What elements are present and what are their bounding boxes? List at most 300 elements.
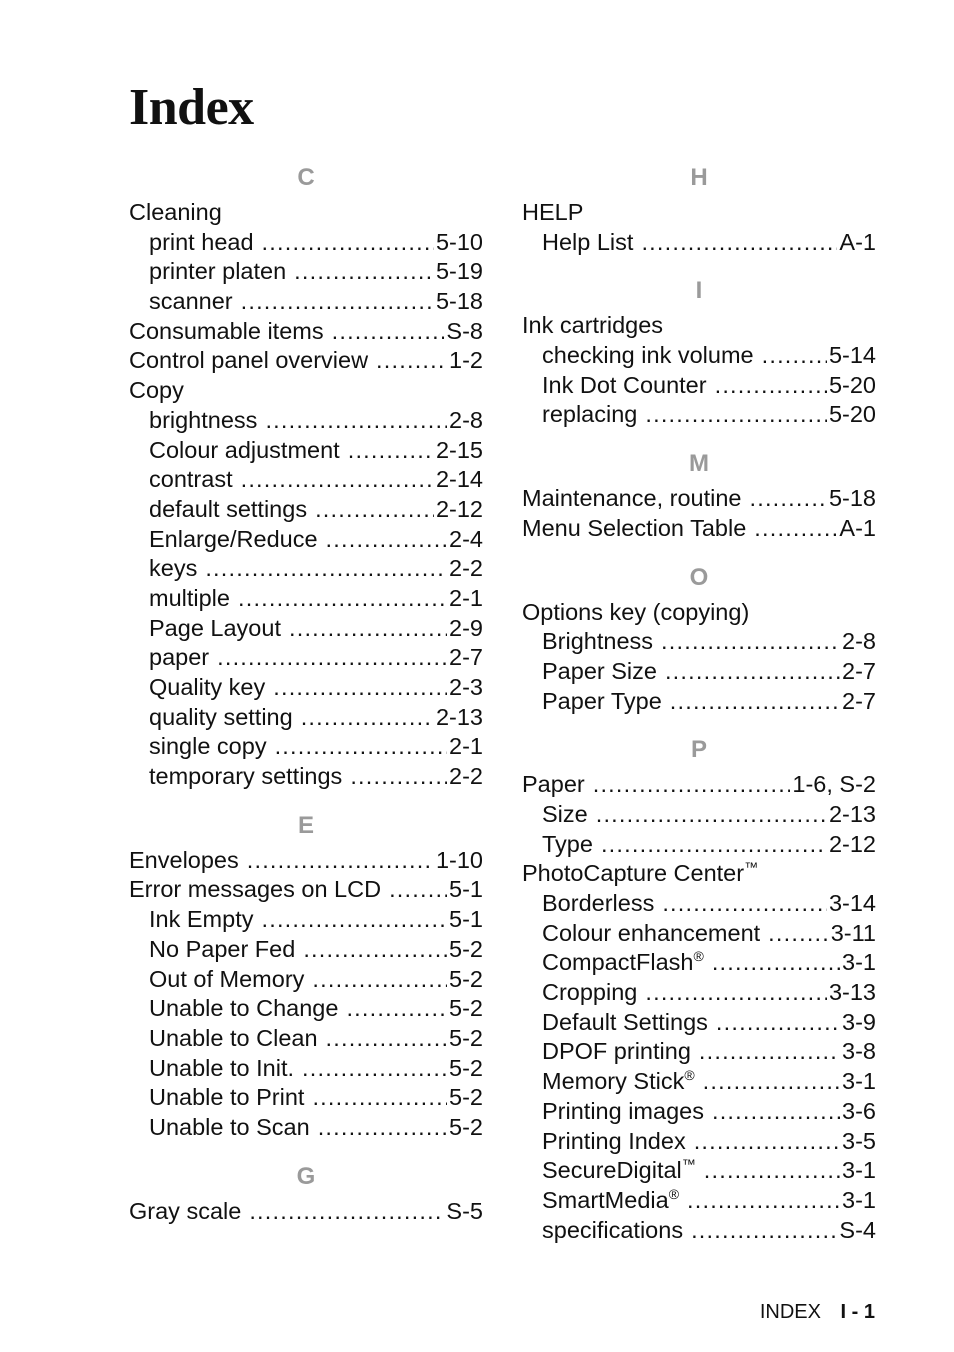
index-subentry — [129, 762, 483, 792]
entry-term — [542, 1037, 691, 1067]
entry-term — [542, 1216, 683, 1246]
index-entry — [522, 484, 876, 514]
index-entry — [522, 859, 876, 889]
entry-term-text: PhotoCapture Center — [522, 860, 745, 887]
entry-term-text: Default Settings — [542, 1008, 708, 1035]
dot-leader — [289, 614, 447, 644]
entry-page-ref: 3-8 — [842, 1038, 876, 1065]
dot-leader — [301, 703, 434, 733]
entry-page-ref: 3-5 — [842, 1127, 876, 1154]
entry-term-text: Maintenance, routine — [522, 485, 742, 512]
index-entry — [129, 875, 483, 905]
entry-term-text: printer platen — [149, 258, 287, 285]
dot-leader — [346, 994, 447, 1024]
entry-page-ref: 1-2 — [449, 347, 483, 374]
entry-page-ref: 2-7 — [449, 644, 483, 671]
dot-leader — [389, 875, 447, 905]
index-entry — [129, 198, 483, 228]
entry-term-text: Menu Selection Table — [522, 514, 747, 541]
entry-page-ref: 2-1 — [449, 584, 483, 611]
index-column-left — [129, 158, 483, 1226]
entry-page-ref: 5-10 — [435, 228, 483, 255]
index-entry — [129, 317, 483, 347]
entry-list — [129, 1197, 483, 1227]
dot-leader — [661, 627, 840, 657]
section-spacer — [522, 716, 876, 730]
entry-term-text: Copy — [129, 377, 184, 404]
entry-page-ref: 5-2 — [449, 1084, 483, 1111]
entry-term — [542, 1127, 686, 1157]
entry-term-text: Page Layout — [149, 614, 281, 641]
entry-page-ref: 2-15 — [435, 436, 483, 463]
entry-term-text: specifications — [542, 1216, 684, 1243]
section-spacer — [129, 792, 483, 806]
entry-term-text: quality setting — [149, 703, 293, 730]
entry-term — [129, 846, 239, 876]
entry-term-text: HELP — [522, 199, 584, 225]
entry-term — [522, 598, 749, 628]
dot-leader — [318, 1113, 447, 1143]
dot-leader — [670, 687, 840, 717]
entry-term-text: Printing images — [542, 1097, 704, 1124]
entry-term — [149, 287, 233, 317]
entry-term-text: Quality key — [149, 674, 266, 700]
entry-term — [522, 859, 758, 889]
entry-page-ref: 5-18 — [828, 485, 876, 512]
index-subentry — [129, 965, 483, 995]
entry-term-text: keys — [149, 555, 198, 582]
index-section-h — [522, 158, 876, 271]
trademark-mark: ® — [684, 1067, 695, 1084]
entry-page-ref: 5-19 — [435, 258, 483, 285]
index-subentry — [129, 1054, 483, 1084]
entry-term-text: single copy — [149, 733, 267, 760]
entry-term — [149, 436, 340, 466]
entry-term-text: DPOF printing — [542, 1038, 691, 1065]
entry-term — [129, 317, 324, 347]
entry-term — [542, 1097, 704, 1127]
entry-page-ref: 5-20 — [828, 401, 876, 428]
entry-term — [149, 673, 265, 703]
dot-leader — [326, 1024, 448, 1054]
entry-term-text: Colour adjustment — [149, 436, 340, 463]
index-subentry — [129, 994, 483, 1024]
index-section-i — [522, 271, 876, 444]
index-section-m — [522, 444, 876, 557]
entry-term — [149, 495, 307, 525]
dot-leader — [332, 317, 445, 347]
entry-term — [149, 1024, 318, 1054]
dot-leader — [601, 830, 827, 860]
section-spacer — [522, 544, 876, 558]
entry-term — [522, 514, 746, 544]
entry-term-text: SecureDigital — [542, 1157, 682, 1184]
entry-page-ref: 2-7 — [842, 657, 876, 684]
index-entry — [522, 770, 876, 800]
index-subentry — [129, 287, 483, 317]
entry-term — [149, 257, 286, 287]
index-subentry — [129, 1024, 483, 1054]
dot-leader — [704, 1156, 840, 1186]
entry-page-ref: 5-2 — [449, 995, 483, 1022]
entry-page-ref: 3-14 — [828, 890, 876, 916]
entry-page-ref: 5-14 — [828, 342, 876, 369]
dot-leader — [249, 1197, 444, 1227]
trademark-mark: ™ — [744, 859, 759, 876]
index-subentry — [129, 673, 483, 703]
dot-leader — [262, 228, 434, 258]
entry-term-text: Envelopes — [129, 846, 239, 873]
entry-page-ref: 2-2 — [449, 763, 483, 790]
entry-term — [149, 703, 293, 733]
entry-list — [129, 846, 483, 1143]
dot-leader — [273, 673, 447, 703]
index-entry — [522, 198, 876, 228]
entry-term — [522, 311, 663, 341]
dot-leader — [261, 905, 447, 935]
section-letter: C — [297, 164, 315, 191]
entry-term — [542, 1156, 696, 1186]
entry-term — [542, 1067, 695, 1097]
index-subentry — [522, 889, 876, 919]
dot-leader — [712, 948, 840, 978]
entry-page-ref: 2-12 — [828, 830, 876, 857]
dot-leader — [376, 346, 447, 376]
index-section-p — [522, 730, 876, 1245]
index-subentry — [522, 948, 876, 978]
entry-term — [542, 400, 637, 430]
entry-term-text: Paper — [522, 771, 585, 798]
entry-term-text: Type — [542, 830, 593, 857]
index-subentry — [129, 935, 483, 965]
entry-page-ref: 2-9 — [449, 614, 483, 641]
entry-term-text: Options key (copying) — [522, 598, 750, 625]
index-subentry — [129, 643, 483, 673]
index-subentry — [522, 371, 876, 401]
index-subentry — [522, 657, 876, 687]
entry-page-ref: S-4 — [839, 1216, 876, 1243]
entry-term-text: Cropping — [542, 979, 638, 1006]
entry-page-ref: S-5 — [446, 1197, 483, 1224]
entry-term-text: Ink Dot Counter — [542, 371, 707, 398]
entry-term-text: Consumable items — [129, 317, 324, 344]
index-entry — [129, 1197, 483, 1227]
entry-term-text: Ink cartridges — [522, 312, 664, 339]
index-subentry — [129, 257, 483, 287]
entry-page-ref: 5-18 — [435, 288, 483, 315]
entry-term — [542, 978, 637, 1008]
entry-term-text: Size — [542, 800, 588, 827]
dot-leader — [205, 554, 447, 584]
index-subentry — [522, 687, 876, 717]
entry-term — [522, 198, 583, 228]
entry-term-text: Error messages on LCD — [129, 876, 382, 903]
trademark-mark: ® — [668, 1185, 680, 1202]
section-letter: M — [689, 450, 709, 478]
entry-list — [522, 198, 876, 257]
entry-page-ref: 2-3 — [449, 674, 483, 700]
dot-leader — [302, 1054, 447, 1084]
entry-page-ref: 5-1 — [449, 876, 483, 903]
entry-term-text: SmartMedia — [542, 1186, 669, 1213]
dot-leader — [694, 1127, 840, 1157]
entry-term — [129, 1197, 241, 1227]
index-entry — [522, 311, 876, 341]
entry-term-text: multiple — [149, 584, 230, 611]
index-entry — [129, 846, 483, 876]
dot-leader — [645, 978, 827, 1008]
index-section-c — [129, 158, 483, 806]
dot-leader — [247, 846, 434, 876]
entry-term — [542, 341, 754, 371]
entry-term — [149, 1083, 304, 1113]
index-entry — [522, 598, 876, 628]
index-subentry — [129, 554, 483, 584]
entry-term-text: Brightness — [542, 628, 654, 655]
entry-list — [129, 198, 483, 792]
dot-leader — [315, 495, 434, 525]
entry-term — [542, 1008, 708, 1038]
dot-leader — [703, 1067, 840, 1097]
entry-page-ref: A-1 — [839, 514, 876, 541]
index-subentry — [522, 1127, 876, 1157]
entry-list — [522, 598, 876, 717]
dot-leader — [294, 257, 434, 287]
entry-term — [542, 919, 760, 949]
page-footer — [760, 1298, 875, 1326]
entry-term-text: No Paper Fed — [149, 935, 296, 962]
index-entry — [522, 514, 876, 544]
index-entry — [129, 346, 483, 376]
dot-leader — [348, 436, 434, 466]
entry-page-ref: 3-1 — [842, 1186, 876, 1213]
index-subentry — [129, 614, 483, 644]
entry-page-ref: 3-11 — [830, 919, 876, 946]
entry-term — [149, 994, 338, 1024]
section-letter: I — [695, 277, 703, 305]
index-subentry — [129, 465, 483, 495]
dot-leader — [217, 643, 447, 673]
dot-leader — [749, 484, 826, 514]
entry-term-text: Unable to Scan — [149, 1113, 310, 1140]
entry-page-ref: 3-1 — [842, 1157, 876, 1184]
entry-page-ref: 2-2 — [449, 555, 483, 582]
section-spacer — [522, 430, 876, 444]
entry-term — [129, 198, 222, 228]
index-subentry — [522, 1156, 876, 1186]
entry-term-text: brightness — [149, 406, 258, 433]
entry-page-ref: 3-9 — [842, 1008, 876, 1035]
entry-term-text: default settings — [149, 495, 308, 522]
entry-term-text: Control panel overview — [129, 347, 369, 374]
entry-page-ref: 2-4 — [449, 525, 483, 552]
entry-term — [149, 905, 253, 935]
entry-term-text: Enlarge/Reduce — [149, 525, 318, 552]
entry-page-ref: 2-8 — [842, 628, 876, 655]
index-subentry — [129, 584, 483, 614]
index-subentry — [129, 703, 483, 733]
dot-leader — [762, 341, 827, 371]
entry-term-text: Memory Stick — [542, 1068, 685, 1095]
entry-term-text: print head — [149, 228, 254, 255]
dot-leader — [645, 400, 827, 430]
entry-term-text: Gray scale — [129, 1197, 242, 1224]
entry-term-text: Paper Size — [542, 657, 657, 684]
dot-leader — [238, 584, 447, 614]
entry-page-ref: 5-2 — [449, 965, 483, 992]
index-subentry — [129, 228, 483, 258]
index-section-g — [129, 1157, 483, 1227]
entry-term — [149, 1113, 310, 1143]
entry-term-text: Unable to Print — [149, 1084, 305, 1111]
entry-page-ref: 3-13 — [828, 979, 876, 1006]
entry-term — [149, 228, 254, 258]
index-subentry — [522, 1186, 876, 1216]
footer-page-number: I - 1 — [840, 1301, 875, 1323]
index-subentry — [129, 732, 483, 762]
entry-term — [149, 643, 209, 673]
dot-leader — [350, 762, 447, 792]
entry-term-text: Ink Empty — [149, 906, 254, 933]
entry-term — [522, 770, 585, 800]
entry-term-text: scanner — [149, 288, 233, 315]
entry-term — [542, 371, 707, 401]
dot-leader — [593, 770, 791, 800]
entry-term — [149, 584, 230, 614]
dot-leader — [754, 514, 837, 544]
index-section-e — [129, 806, 483, 1157]
entry-term-text: Unable to Init. — [149, 1054, 295, 1081]
index-subentry — [522, 800, 876, 830]
dot-leader — [716, 1008, 840, 1038]
entry-list — [522, 311, 876, 430]
entry-term-text: Unable to Clean — [149, 1024, 318, 1051]
entry-term-text: contrast — [149, 466, 233, 493]
entry-page-ref: 2-7 — [842, 687, 876, 714]
footer-chapter: INDEX — [759, 1301, 821, 1323]
entry-term — [542, 1186, 679, 1216]
section-letter: P — [690, 736, 707, 764]
entry-page-ref: A-1 — [839, 228, 876, 255]
index-subentry — [522, 978, 876, 1008]
entry-page-ref: 2-14 — [435, 466, 483, 493]
index-subentry — [129, 1113, 483, 1143]
entry-term-text: temporary settings — [149, 763, 343, 790]
entry-term-text: Cleaning — [129, 199, 222, 225]
entry-term-text: Borderless — [542, 890, 655, 916]
index-subentry — [522, 341, 876, 371]
entry-term — [542, 687, 662, 717]
entry-term — [542, 800, 588, 830]
dot-leader — [691, 1216, 837, 1246]
entry-term-text: paper — [149, 644, 210, 671]
entry-term-text: Help List — [542, 228, 634, 255]
entry-term — [542, 228, 633, 258]
entry-page-ref: 3-1 — [842, 949, 876, 976]
dot-leader — [312, 1083, 447, 1113]
entry-term — [149, 965, 304, 995]
trademark-mark: ™ — [681, 1156, 696, 1173]
entry-page-ref: 5-2 — [449, 1054, 483, 1081]
entry-term — [149, 554, 197, 584]
dot-leader — [662, 889, 827, 919]
index-subentry — [129, 495, 483, 525]
entry-term — [149, 1054, 294, 1084]
entry-term-text: Printing Index — [542, 1127, 686, 1154]
index-subentry — [522, 1008, 876, 1038]
entry-term-text: Paper Type — [542, 687, 662, 714]
trademark-mark: ® — [693, 948, 704, 965]
entry-term — [542, 948, 704, 978]
entry-term-text: CompactFlash — [542, 949, 694, 976]
entry-page-ref: 5-2 — [449, 1024, 483, 1051]
dot-leader — [241, 287, 434, 317]
index-subentry — [129, 1083, 483, 1113]
entry-page-ref: 2-13 — [435, 703, 483, 730]
entry-page-ref: 5-1 — [449, 906, 483, 933]
section-spacer — [129, 1143, 483, 1157]
index-subentry — [522, 830, 876, 860]
index-section-o — [522, 558, 876, 731]
entry-page-ref: 3-1 — [842, 1068, 876, 1095]
index-subentry — [522, 400, 876, 430]
entry-term — [129, 346, 368, 376]
index-subentry — [522, 1097, 876, 1127]
index-subentry — [129, 525, 483, 555]
dot-leader — [312, 965, 447, 995]
index-subentry — [522, 1216, 876, 1246]
entry-list — [522, 484, 876, 543]
entry-page-ref: 2-13 — [828, 800, 876, 827]
dot-leader — [699, 1037, 840, 1067]
entry-term — [149, 525, 318, 555]
dot-leader — [596, 800, 827, 830]
entry-term — [542, 889, 654, 919]
entry-term — [129, 376, 184, 406]
section-letter: E — [297, 811, 314, 839]
section-letter: O — [689, 563, 709, 591]
index-subentry — [129, 436, 483, 466]
entry-page-ref: 1-10 — [435, 846, 483, 873]
index-subentry — [129, 905, 483, 935]
index-subentry — [522, 627, 876, 657]
entry-term-text: Unable to Change — [149, 995, 339, 1022]
entry-term-text: Out of Memory — [149, 965, 305, 992]
entry-page-ref: 3-6 — [842, 1097, 876, 1124]
entry-term — [149, 406, 257, 436]
entry-page-ref: 5-20 — [828, 371, 876, 398]
dot-leader — [768, 919, 829, 949]
entry-page-ref: 5-2 — [449, 935, 483, 962]
dot-leader — [641, 228, 837, 258]
entry-list — [522, 770, 876, 1245]
entry-page-ref: 2-1 — [449, 733, 483, 760]
index-subentry — [129, 406, 483, 436]
dot-leader — [275, 732, 447, 762]
entry-page-ref: 2-8 — [449, 406, 483, 433]
entry-page-ref: 5-2 — [449, 1113, 483, 1140]
entry-term — [522, 484, 741, 514]
index-subentry — [522, 919, 876, 949]
entry-term — [542, 627, 653, 657]
entry-term — [129, 875, 381, 905]
section-letter: H — [690, 164, 708, 191]
entry-term — [542, 657, 657, 687]
dot-leader — [326, 525, 448, 555]
index-subentry — [522, 1067, 876, 1097]
entry-term — [149, 762, 342, 792]
index-subentry — [522, 228, 876, 258]
